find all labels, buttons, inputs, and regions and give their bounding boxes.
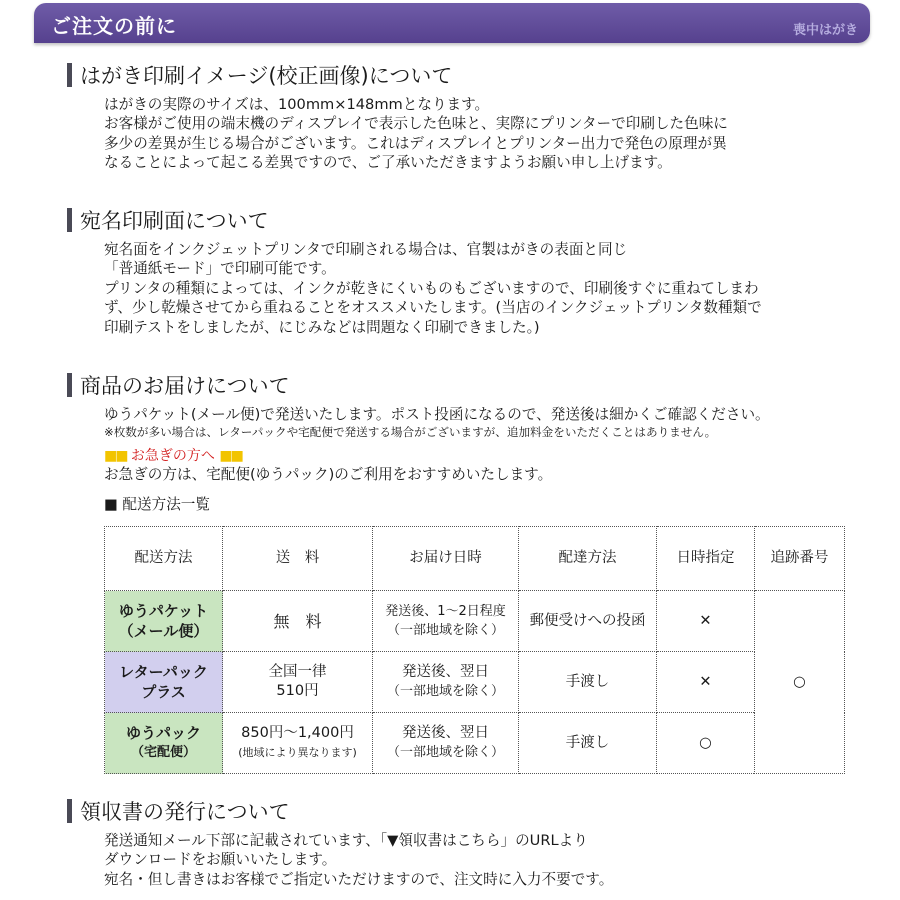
section-delivery	[67, 371, 867, 515]
table-row	[105, 591, 845, 652]
section-body	[104, 240, 867, 337]
section-proof-image	[67, 61, 867, 173]
section-receipt	[67, 797, 867, 889]
urgent-text: お急ぎの方は、宅配便(ゆうパック)のご利用をおすすめいたします。	[104, 466, 553, 484]
square-marker: ■■	[104, 448, 127, 465]
table-caption: ■ 配送方法一覧	[104, 495, 210, 513]
section-title: 領収書の発行について	[80, 800, 290, 824]
delivery-time-cell: 発送後、1～2日程度 （一部地域を除く）	[373, 591, 519, 652]
table-header-row	[105, 527, 845, 591]
section-body	[104, 95, 867, 173]
body-line: 宛名・但し書きはお客様でご指定いただけますので、注文時に入力不要です。	[104, 870, 614, 888]
date-spec-cell: ✕	[657, 591, 755, 652]
date-spec-cell: ✕	[657, 652, 755, 713]
section-title: 商品のお届けについて	[80, 374, 290, 398]
urgent-label: お急ぎの方へ	[126, 448, 220, 465]
header-tracking: 追跡番号	[755, 527, 845, 591]
section-marker	[67, 799, 72, 823]
delivery-method-cell: 郵便受けへの投函	[519, 591, 657, 652]
header-delivery-time: お届け日時	[373, 527, 519, 591]
header-date-spec: 日時指定	[657, 527, 755, 591]
body-line: お客様がご使用の端末機のディスプレイで表示した色味と、実際にプリンターで印刷した色味に	[104, 115, 728, 133]
section-title: はがき印刷イメージ(校正画像)について	[80, 64, 453, 88]
header-delivery-method: 配達方法	[519, 527, 657, 591]
fee-cell: 全国一律 510円	[223, 652, 373, 713]
delivery-time-cell: 発送後、翌日 （一部地域を除く）	[373, 713, 519, 774]
body-line: 発送通知メール下部に記載されています、「▼領収書はこちら」のURLより	[104, 832, 588, 849]
method-cell: ゆうパック （宅配便）	[105, 713, 223, 774]
banner-title: ご注文の前に	[51, 14, 177, 38]
section-body	[104, 405, 867, 515]
body-line: ゆうパケット(メール便)で発送いたします。ポスト投函になるので、発送後は細かくご確認ください。	[104, 406, 770, 423]
section-marker	[67, 208, 72, 232]
header-method: 配送方法	[105, 527, 223, 591]
tracking-cell: ○	[755, 591, 845, 774]
header-banner	[34, 3, 870, 43]
body-line: 宛名面をインクジェットプリンタで印刷される場合は、官製はがきの表面と同じ	[104, 241, 628, 258]
date-spec-cell: ○	[657, 713, 755, 774]
body-line: はがきの実際のサイズは、100mm×148mmとなります。	[104, 96, 490, 113]
shipping-table	[104, 526, 845, 774]
body-line: 印刷テストをしましたが、にじみなどは問題なく印刷できました。)	[104, 318, 540, 336]
delivery-method-cell: 手渡し	[519, 713, 657, 774]
square-marker: ■■	[219, 448, 242, 465]
section-title: 宛名印刷面について	[80, 209, 269, 233]
fee-cell: 無 料	[223, 591, 373, 652]
fee-cell: 850円～1,400円 (地域により異なります)	[223, 713, 373, 774]
section-marker	[67, 63, 72, 87]
body-line: なることによって起こる差異ですので、ご了承いただきますようお願い申し上げます。	[104, 154, 672, 172]
body-line: プリンタの種類によっては、インクが乾きにくいものもございますので、印刷後すぐに重ねてしまわ	[104, 279, 759, 297]
method-cell: レターパック プラス	[105, 652, 223, 713]
delivery-time-cell: 発送後、翌日 （一部地域を除く）	[373, 652, 519, 713]
urgent-heading	[104, 447, 867, 465]
delivery-note: ※枚数が多い場合は、レターパックや宅配便で発送する場合がございますが、追加料金をいただくことはありません。	[104, 425, 717, 440]
section-body	[104, 831, 867, 889]
body-line: ず、少し乾燥させてから重ねることをオススメいたします。(当店のインクジェットプリンタ数種類で	[104, 299, 762, 317]
body-line: ダウンロードをお願いいたします。	[104, 851, 337, 869]
method-cell: ゆうパケット （メール便）	[105, 591, 223, 652]
body-line: 多少の差異が生じる場合がございます。これはディスプレイとプリンター出力で発色の原理が異	[104, 134, 727, 152]
section-address-print	[67, 206, 867, 337]
table-row	[105, 713, 845, 774]
banner-subtitle: 喪中はがき	[792, 23, 858, 38]
section-marker	[67, 373, 72, 397]
body-line: 「普通紙モード」で印刷可能です。	[104, 260, 336, 278]
table-row	[105, 652, 845, 713]
delivery-method-cell: 手渡し	[519, 652, 657, 713]
header-fee: 送 料	[223, 527, 373, 591]
